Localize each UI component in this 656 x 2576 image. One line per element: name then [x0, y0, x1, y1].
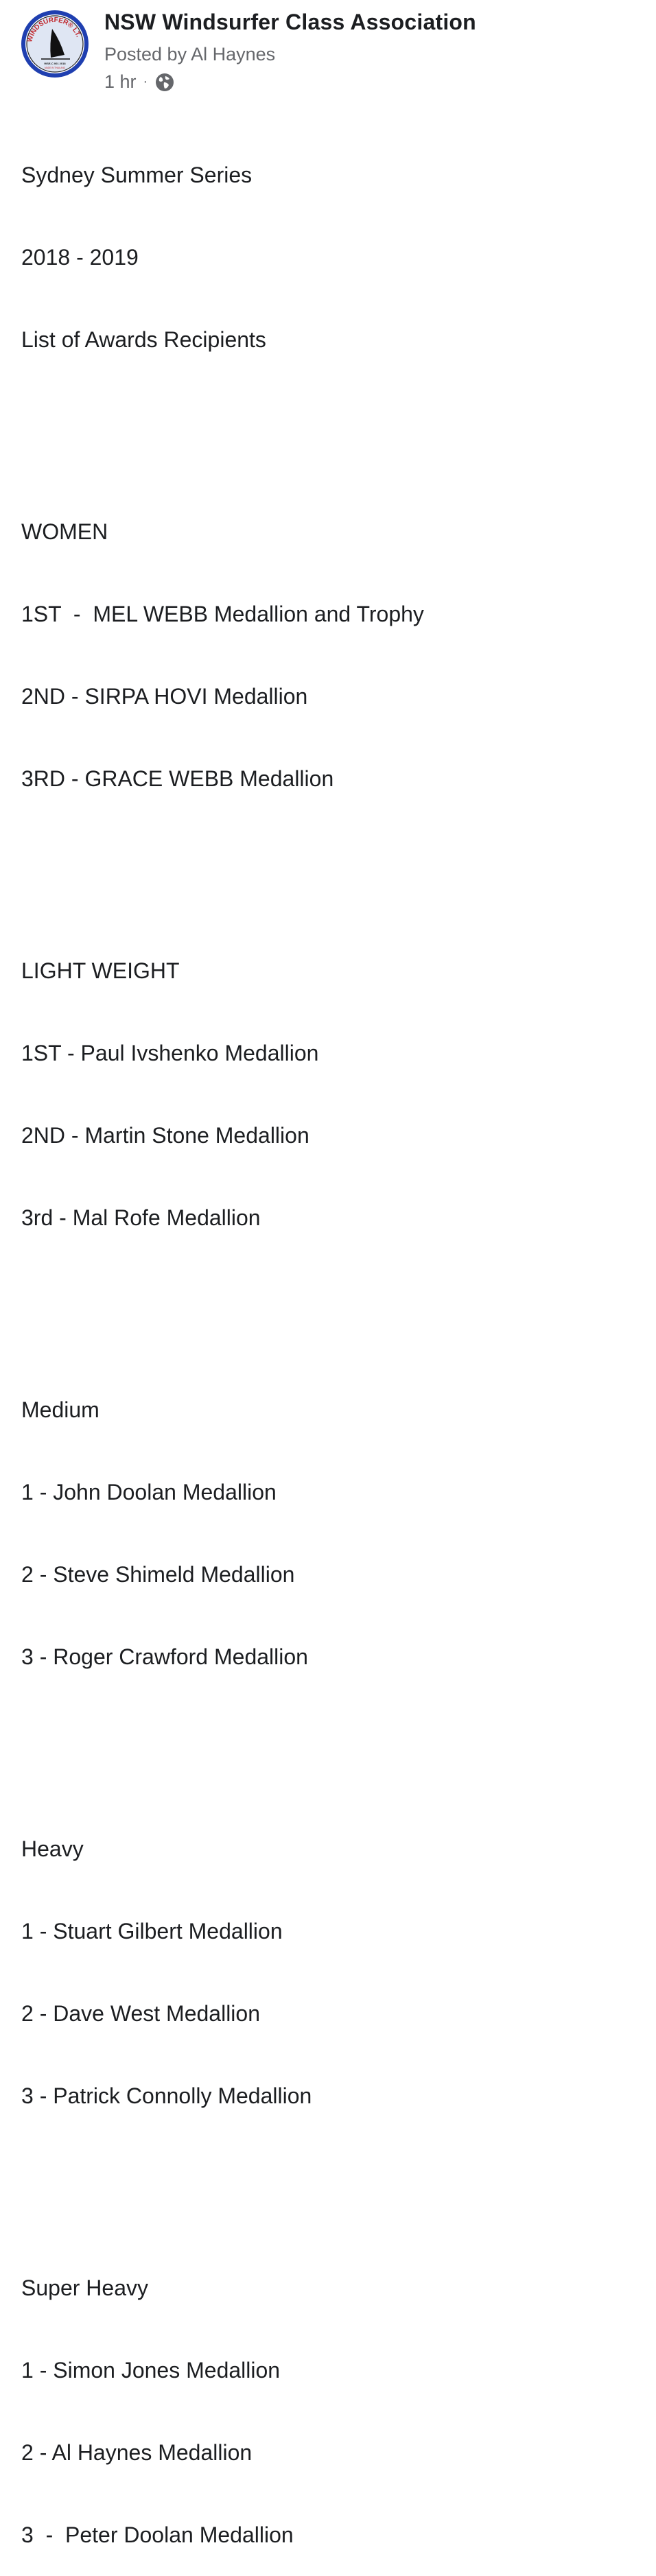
- blank-line: [21, 1725, 639, 1753]
- post-header: [0, 0, 656, 103]
- section-title: LIGHT WEIGHT: [21, 958, 180, 983]
- windsurfer-logo-icon: [21, 10, 89, 78]
- post-meta: [104, 71, 175, 93]
- section-title: WOMEN: [21, 519, 108, 544]
- page-name-link[interactable]: NSW Windsurfer Class Association: [104, 10, 476, 34]
- svg-text:WINDSURFER® LT.: WINDSURFER® LT.: [26, 16, 82, 43]
- page-avatar[interactable]: [21, 10, 89, 78]
- post-intro-line: Sydney Summer Series: [21, 163, 253, 187]
- award-entry: 3 - Patrick Connolly Medallion: [21, 2083, 312, 2108]
- award-entry: 2ND - Martin Stone Medallion: [21, 1123, 309, 1148]
- award-entry: 1 - Stuart Gilbert Medallion: [21, 1919, 283, 1943]
- blank-line: [21, 847, 639, 875]
- award-entry: 2 - Al Haynes Medallion: [21, 2440, 253, 2465]
- post-timestamp[interactable]: 1 hr: [104, 71, 137, 92]
- award-entry: 2 - Steve Shimeld Medallion: [21, 1562, 295, 1587]
- award-entry: 3 - Roger Crawford Medallion: [21, 1644, 308, 1669]
- blank-line: [21, 1286, 639, 1314]
- post-intro-line: 2018 - 2019: [21, 245, 139, 270]
- section-title: Medium: [21, 1397, 99, 1422]
- globe-icon[interactable]: [154, 72, 175, 93]
- blank-line: [21, 408, 639, 436]
- posted-by-text: Posted by Al Haynes: [104, 44, 276, 64]
- svg-text:WSE-C 001 2018: WSE-C 001 2018: [44, 62, 66, 65]
- award-entry: 1 - John Doolan Medallion: [21, 1480, 277, 1504]
- section-title: Super Heavy: [21, 2276, 148, 2300]
- section-title: Heavy: [21, 1836, 84, 1861]
- award-entry: 3RD - GRACE WEBB Medallion: [21, 766, 334, 791]
- award-entry: 2 - Dave West Medallion: [21, 2001, 260, 2026]
- meta-separator: ·: [143, 74, 148, 89]
- blank-line: [21, 2164, 639, 2192]
- svg-text:MADE IN THAILAND: MADE IN THAILAND: [45, 67, 65, 69]
- award-entry: 3 - Peter Doolan Medallion: [21, 2522, 294, 2547]
- award-entry: 1ST - Paul Ivshenko Medallion: [21, 1041, 319, 1065]
- post-intro-line: List of Awards Recipients: [21, 327, 266, 352]
- award-entry: 3rd - Mal Rofe Medallion: [21, 1205, 261, 1230]
- award-entry: 1 - Simon Jones Medallion: [21, 2358, 281, 2383]
- award-entry: 2ND - SIRPA HOVI Medallion: [21, 684, 308, 709]
- post-body: [21, 106, 639, 2576]
- award-entry: 1ST - MEL WEBB Medallion and Trophy: [21, 602, 424, 626]
